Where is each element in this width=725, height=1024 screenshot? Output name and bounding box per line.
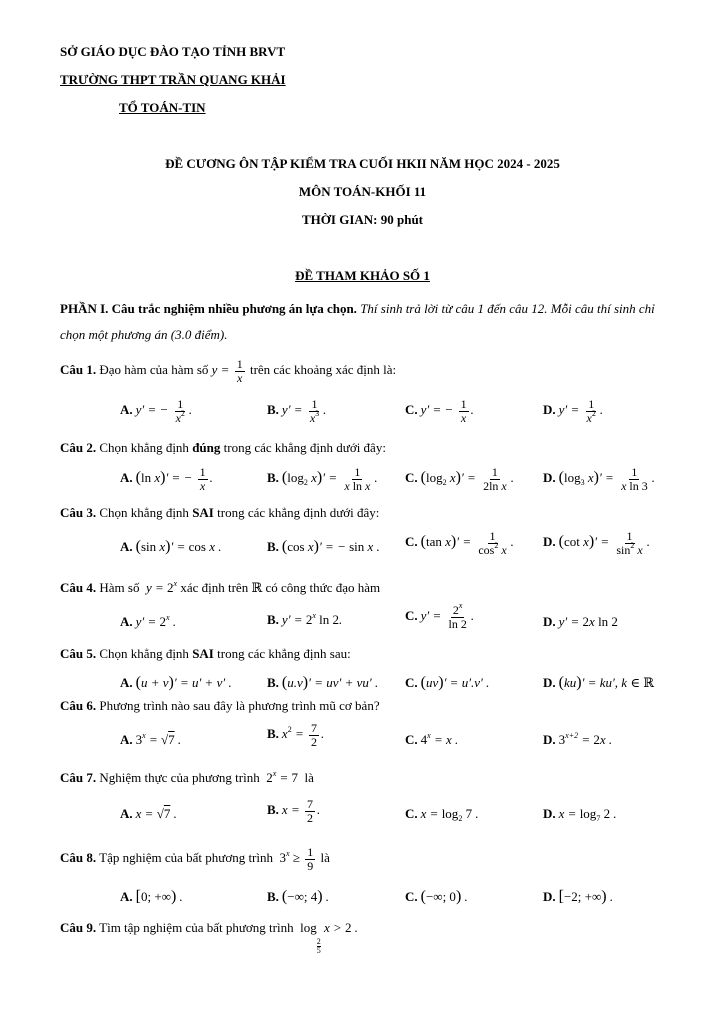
q4-option-c[interactable]: C. y′ = $\frac{2^x}{\ln 2}$ . [405,601,475,631]
q4-option-b[interactable]: B. $y' = 2^x$ ln 2. [267,611,343,627]
exam-title: ĐỀ THAM KHẢO SỐ 1 [295,268,430,283]
q6-option-c[interactable]: C. $4^x = x$ . [405,731,459,747]
question-3: Câu 3. Chọn khẳng định SAI trong các khẳng định dưới đây: [60,505,380,520]
q8-option-b[interactable]: B. (−∞; 4) . [267,888,330,905]
question-4: Câu 4. Hàm số $y = 2^x$ xác định trên ℝ có công thức đạo hàm [60,579,381,596]
q1-option-d[interactable]: D. y′ = $\frac{1}{x^2}$ . [543,397,604,425]
q2-option-d[interactable]: D. ($\log_3$ x)′ = $\frac{1}{\text{x ln 3}}$ . [543,465,655,493]
q8-option-a[interactable]: A. [0; +∞) . [120,888,183,905]
q8-option-d[interactable]: D. [−2; +∞) . [543,888,614,905]
question-1: Câu 1. Đạo hàm của hàm số y = $\frac{1}{x}$ trên các khoảng xác định là: [60,357,397,385]
school-name: TRƯỜNG THPT TRẦN QUANG KHẢI [60,72,286,87]
part1-instructions [60,296,668,348]
question-8: Câu 8. Tập nghiệm của bất phương trình $3^x$ ≥ $\frac{1}{9}$ là [60,845,330,873]
part1-heading: PHẦN I. Câu trắc nghiệm nhiều phương án lựa chọn. [60,301,357,316]
q9-inequality: log $\frac{2}{5}$ x > 2 . [300,920,358,955]
q1-option-b[interactable]: B. y′ = $\frac{1}{x^3}$ . [267,397,327,425]
q7-option-d[interactable]: D. $x = \log_7 2$ . [543,806,617,823]
faculty-name: TỔ TOÁN-TIN [119,100,206,115]
question-2: Câu 2. Chọn khẳng định đúng trong các khẳng định dưới đây: [60,440,386,455]
q5-option-b[interactable]: B. (u.v)′ = uv′ + vu′ . [267,674,379,691]
real-numbers-symbol: ℝ [251,581,263,596]
q2-option-b[interactable]: B. ($\log_2$ x)′ = $\frac{1}{\text{x ln x}}$ . [267,465,378,493]
time-title: THỜI GIAN: 90 phút [302,212,423,227]
q7-option-b[interactable]: B. x = $\frac{7}{2}$ . [267,797,321,825]
question-7: Câu 7. Nghiệm thực của phương trình $2^x = 7$ là [60,769,314,785]
part1-note: Thí sinh trả lời từ câu 1 đến câu 12. Mỗi câu thí sinh chỉ chọn một phương án (3.0 điểm). [60,301,655,342]
q3-option-a[interactable]: A. (sin x)′ = cos x . [120,538,222,555]
q5-option-d[interactable]: D. (ku)′ = ku′, k ∈ ℝ [543,674,655,691]
q6-option-b[interactable]: B. $x^2$ = $\frac{7}{2}$ . [267,721,325,749]
q7-option-c[interactable]: C. $x = \log_2 7$ . [405,806,479,823]
q1-function: y = $\frac{1}{x}$ [211,357,243,385]
q8-inequality: $3^x$ ≥ $\frac{1}{9}$ [279,845,314,873]
q4-option-d[interactable]: D. y′ = 2x ln 2 [543,614,618,629]
question-9: Câu 9. Tìm tập nghiệm của bất phương trình log $\frac{2}{5}$ x > 2 . [60,920,358,955]
q4-option-a[interactable]: A. $y' = 2^x$ . [120,613,177,629]
q3-option-d[interactable]: D. (cot x)′ = $\frac{1}{\sin^2 x}$ . [543,529,650,557]
question-5: Câu 5. Chọn khẳng định SAI trong các khẳng định sau: [60,646,351,661]
q2-option-c[interactable]: C. ($\log_2$ x)′ = $\frac{1}{\text{2ln x}}$ . [405,465,514,493]
q6-option-d[interactable]: D. $3^{x+2} = 2x$ . [543,731,613,747]
q7-equation: $2^x = 7$ [266,769,299,785]
document-title: ĐỀ CƯƠNG ÔN TẬP KIỂM TRA CUỐI HKII NĂM HỌC 2024 - 2025 [165,156,560,171]
q3-option-b[interactable]: B. (cos x)′ = − sin x . [267,538,380,555]
q5-option-c[interactable]: C. (uv)′ = u′.v′ . [405,674,490,691]
q1-option-a[interactable]: A. y′ = − $\frac{1}{x^2}$ . [120,397,193,425]
q5-option-a[interactable]: A. (u + v)′ = u′ + v′ . [120,674,232,691]
q2-option-a[interactable]: A. (ln x)′ = − $\frac{1}{x}$ . [120,465,213,493]
q3-option-c[interactable]: C. (tan x)′ = $\frac{1}{\cos^2 x}$ . [405,529,514,557]
department-name: SỞ GIÁO DỤC ĐÀO TẠO TỈNH BRVT [60,44,286,59]
question-6: Câu 6. Phương trình nào sau đây là phương trình mũ cơ bản? [60,698,380,713]
q4-function: $y = 2^x$ [142,579,178,595]
q8-option-c[interactable]: C. (−∞; 0) . [405,888,468,905]
q7-option-a[interactable]: A. x = √7 . [120,806,177,821]
q6-option-a[interactable]: A. $3^x = √7$ . [120,731,182,747]
q1-option-c[interactable]: C. y′ = − $\frac{1}{x}$ . [405,397,474,425]
subject-title: MÔN TOÁN-KHỐI 11 [298,184,427,199]
